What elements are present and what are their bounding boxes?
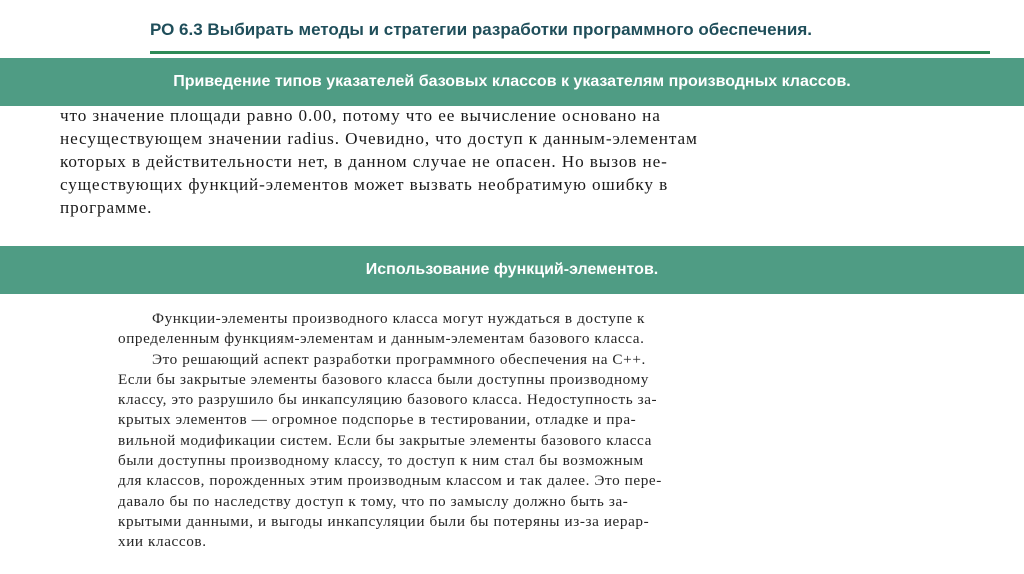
slide-title: РО 6.3 Выбирать методы и стратегии разработки программного обеспечения.: [150, 20, 812, 39]
text-line: Функции-элементы производного класса могут нуждаться в доступе к: [152, 310, 645, 327]
section-heading-pointer-casting: [0, 58, 1024, 106]
text-line: Если бы закрытые элементы базового класса были доступны производному: [118, 370, 649, 388]
title-underline: [150, 51, 990, 54]
text-line: Это решающий аспект разработки программного обеспечения на С++.: [152, 350, 646, 368]
text-line: несуществующем значении radius. Очевидно, что доступ к данным-элементам: [60, 129, 698, 148]
section-heading-text: Использование функций-элементов.: [365, 261, 659, 278]
text-line: крытыми данными, и выгоды инкапсуляции были бы потеряны из-за иерар-: [118, 512, 650, 530]
text-line: крытых элементов — огромное подспорье в тестировании, отладке и пра-: [118, 411, 637, 429]
text-line: давало бы по наследству доступ к тому, что по замыслу должно быть за-: [118, 492, 629, 510]
text-line: существующих функций-элементов может вызвать необратимую ошибку в: [60, 175, 669, 194]
text-line: программе.: [60, 198, 153, 217]
text-line: были доступны производному классу, то доступ к ним стал бы возможным: [118, 452, 644, 470]
section-heading-member-functions: [0, 246, 1024, 294]
text-line: классу, это разрушило бы инкапсуляцию базового класса. Недоступность за-: [118, 391, 658, 409]
section-heading-text: Приведение типов указателей базовых классов к указателям производных классов.: [173, 73, 851, 90]
text-line: которых в действительности нет, в данном случае не опасен. Но вызов не-: [60, 152, 668, 171]
text-line: что значение площади равно 0.00, потому что ее вычисление основано на: [60, 106, 661, 125]
text-line: хии классов.: [118, 533, 207, 551]
scanned-text-block-2: [118, 309, 878, 553]
text-line: вильной модификации систем. Если бы закрытые элементы базового класса: [118, 431, 652, 449]
scanned-text-block-1: [60, 104, 980, 219]
text-line: для классов, порожденных этим производным классом и так далее. Это пере-: [118, 472, 662, 490]
text-line: определенным функциям-элементам и данным-элементам базового класса.: [118, 330, 645, 348]
